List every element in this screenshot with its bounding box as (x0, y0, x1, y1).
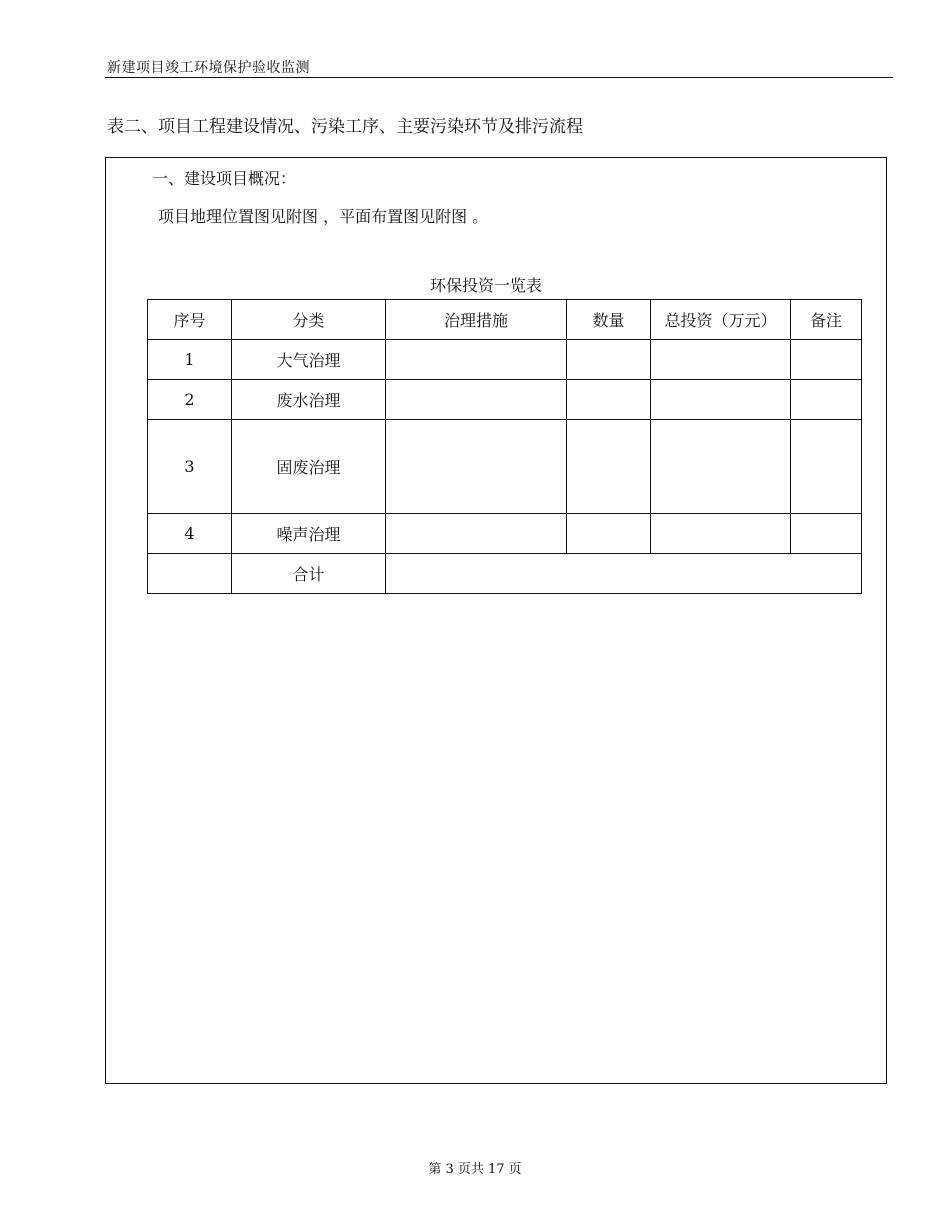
cell-total-value (386, 554, 862, 594)
cell-no: 2 (148, 380, 232, 420)
cell-measure (386, 514, 567, 554)
cell-quantity (567, 514, 651, 554)
cell-remark (791, 420, 862, 514)
column-header-category: 分类 (232, 300, 386, 340)
cell-no: 3 (148, 420, 232, 514)
cell-quantity (567, 340, 651, 380)
overview-text: 项目地理位置图见附图 ，平面布置图见附图 。 (158, 207, 489, 226)
cell-no: 4 (148, 514, 232, 554)
cell-measure (386, 380, 567, 420)
table-caption: 环保投资一览表 (430, 276, 543, 295)
cell-category: 噪声治理 (232, 514, 386, 554)
cell-investment (651, 514, 791, 554)
column-header-remark: 备注 (791, 300, 862, 340)
page-footer: 第 3 页共 17 页 (428, 1162, 522, 1177)
cell-investment (651, 420, 791, 514)
cell-remark (791, 514, 862, 554)
column-header-quantity: 数量 (567, 300, 651, 340)
cell-investment (651, 340, 791, 380)
overview-heading: 一、建设项目概况： (152, 169, 297, 188)
header-rule (105, 77, 893, 78)
cell-remark (791, 380, 862, 420)
table-row (148, 340, 862, 380)
cell-measure (386, 420, 567, 514)
table-row (148, 420, 862, 514)
column-header-no: 序号 (148, 300, 232, 340)
table-row (148, 380, 862, 420)
content-frame (105, 157, 887, 1084)
cell-quantity (567, 420, 651, 514)
cell-remark (791, 340, 862, 380)
running-header: 新建项目竣工环境保护验收监测 (107, 60, 310, 76)
table-header-row (148, 300, 862, 340)
cell-total-blank (148, 554, 232, 594)
cell-category: 废水治理 (232, 380, 386, 420)
investment-table (147, 299, 862, 594)
cell-measure (386, 340, 567, 380)
table-row (148, 514, 862, 554)
cell-category: 固废治理 (232, 420, 386, 514)
table-total-row (148, 554, 862, 594)
cell-quantity (567, 380, 651, 420)
column-header-measure: 治理措施 (386, 300, 567, 340)
section-title: 表二、项目工程建设情况、污染工序、主要污染环节及排污流程 (107, 117, 583, 137)
cell-no: 1 (148, 340, 232, 380)
cell-total-label: 合计 (232, 554, 386, 594)
cell-investment (651, 380, 791, 420)
column-header-investment: 总投资（万元） (651, 300, 791, 340)
cell-category: 大气治理 (232, 340, 386, 380)
